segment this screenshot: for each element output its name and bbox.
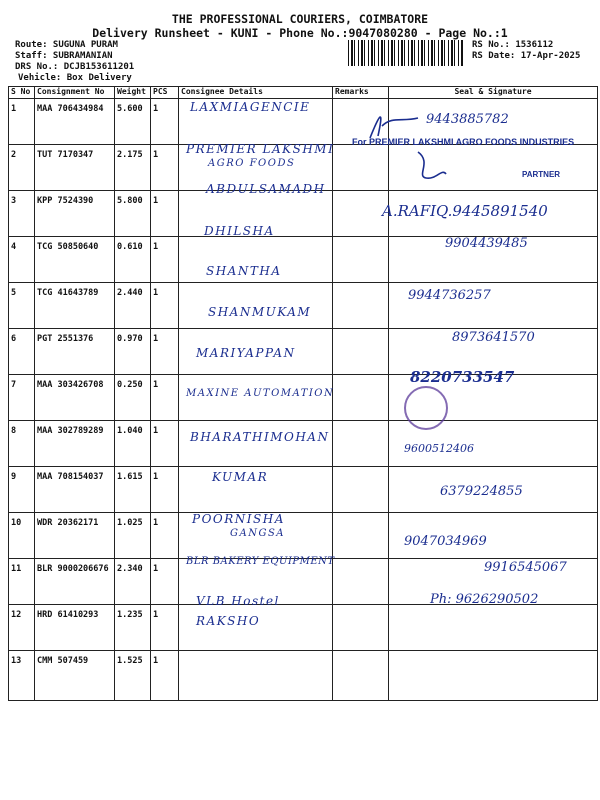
rs-no-label: RS No.: 1536112 [472, 40, 554, 50]
signature-phone: 9047034969 [404, 534, 487, 549]
consignee-handwriting: ABDULSAMADH [206, 182, 326, 196]
cell-consignment: TCG 41643789 [35, 283, 115, 329]
signature-phone: 9916545067 [484, 560, 567, 575]
signature-phone: 9600512406 [404, 442, 474, 455]
cell-pcs: 1 [151, 421, 179, 467]
cell-weight: 2.175 [115, 145, 151, 191]
document-title: THE PROFESSIONAL COURIERS, COIMBATORE [171, 12, 429, 26]
cell-remarks [333, 559, 389, 605]
cell-consignment: MAA 302789289 [35, 421, 115, 467]
cell-pcs: 1 [151, 559, 179, 605]
cell-remarks [333, 651, 389, 701]
cell-pcs: 1 [151, 329, 179, 375]
cell-consignment: TCG 50850640 [35, 237, 115, 283]
cell-weight: 0.610 [115, 237, 151, 283]
cell-consignment: MAA 303426708 [35, 375, 115, 421]
staff-label: Staff: SUBRAMANIAN [15, 51, 113, 61]
consignee-handwriting: MAXINE AUTOMATION [186, 388, 335, 399]
consignee-handwriting: PREMIER LAKSHMI [186, 142, 335, 156]
cell-pcs: 1 [151, 237, 179, 283]
cell-sno: 10 [9, 513, 35, 559]
consignee-handwriting: VLB Hostel [196, 594, 280, 608]
cell-remarks [333, 191, 389, 237]
col-pcs: PCS [151, 87, 179, 99]
cell-sno: 12 [9, 605, 35, 651]
cell-remarks [333, 421, 389, 467]
cell-pcs: 1 [151, 605, 179, 651]
cell-sno: 2 [9, 145, 35, 191]
cell-remarks [333, 237, 389, 283]
cell-weight: 0.250 [115, 375, 151, 421]
cell-sno: 4 [9, 237, 35, 283]
cell-pcs: 1 [151, 375, 179, 421]
signature-phone: 8973641570 [452, 330, 535, 345]
cell-sno: 5 [9, 283, 35, 329]
consignee-handwriting: LAXMIAGENCIE [190, 100, 311, 114]
cell-consignment: BLR 9000206676 [35, 559, 115, 605]
cell-consignee [179, 651, 333, 701]
cell-sno: 9 [9, 467, 35, 513]
cell-pcs: 1 [151, 99, 179, 145]
cell-signature [389, 651, 598, 701]
cell-pcs: 1 [151, 283, 179, 329]
cell-pcs: 1 [151, 145, 179, 191]
cell-pcs: 1 [151, 651, 179, 701]
partner-stamp: PARTNER [522, 170, 561, 179]
cell-remarks [333, 283, 389, 329]
cell-weight: 2.340 [115, 559, 151, 605]
cell-weight: 1.525 [115, 651, 151, 701]
cell-weight: 2.440 [115, 283, 151, 329]
consignee-handwriting: KUMAR [212, 470, 269, 484]
cell-weight: 0.970 [115, 329, 151, 375]
route-label: Route: SUGUNA PURAM [15, 40, 118, 50]
cell-weight: 1.025 [115, 513, 151, 559]
cell-pcs: 1 [151, 513, 179, 559]
signature-phone: 8220733547 [410, 368, 515, 386]
cell-weight: 1.235 [115, 605, 151, 651]
cell-remarks [333, 145, 389, 191]
vehicle-label: Vehicle: Box Delivery [18, 73, 132, 83]
cell-pcs: 1 [151, 467, 179, 513]
cell-consignment: WDR 20362171 [35, 513, 115, 559]
col-remarks: Remarks [333, 87, 389, 99]
col-signature: Seal & Signature [389, 87, 598, 99]
drs-label: DRS No.: DCJB153611201 [15, 62, 135, 72]
table-header-row [9, 87, 598, 99]
col-sno: S No [9, 87, 35, 99]
company-stamp: For PREMIER LAKSHMI AGRO FOODS INDUSTRIES [352, 137, 575, 147]
cell-sno: 3 [9, 191, 35, 237]
cell-consignment: MAA 708154037 [35, 467, 115, 513]
consignee-handwriting: MARIYAPPAN [196, 346, 296, 360]
barcode [348, 40, 464, 66]
consignee-handwriting: RAKSHO [196, 614, 261, 628]
cell-consignment: MAA 706434984 [35, 99, 115, 145]
consignee-handwriting: GANGSA [230, 528, 286, 539]
cell-consignment: KPP 7524390 [35, 191, 115, 237]
cell-consignment: HRD 61410293 [35, 605, 115, 651]
cell-pcs: 1 [151, 191, 179, 237]
consignee-handwriting: AGRO FOODS [208, 158, 296, 169]
signature-phone: 6379224855 [440, 484, 523, 499]
cell-consignment: CMM 507459 [35, 651, 115, 701]
cell-sno: 13 [9, 651, 35, 701]
cell-weight: 5.600 [115, 99, 151, 145]
document-subtitle: Delivery Runsheet - KUNI - Phone No.:9047080280 - Page No.:1 [92, 26, 508, 40]
cell-remarks [333, 329, 389, 375]
cell-weight: 1.615 [115, 467, 151, 513]
consignee-handwriting: BHARATHIMOHAN [190, 430, 330, 444]
table-row [9, 513, 598, 559]
signature-phone: A.RAFIQ.9445891540 [382, 202, 548, 220]
cell-sno: 7 [9, 375, 35, 421]
consignee-handwriting: BLR BAKERY EQUIPMENT [186, 556, 335, 567]
seal-stamp [404, 386, 448, 430]
consignee-handwriting: POORNISHA [192, 512, 285, 526]
signature-phone: 9443885782 [426, 112, 509, 127]
col-weight: Weight [115, 87, 151, 99]
cell-sno: 1 [9, 99, 35, 145]
col-consignee: Consignee Details [179, 87, 333, 99]
cell-weight: 1.040 [115, 421, 151, 467]
cell-sno: 6 [9, 329, 35, 375]
consignee-handwriting: DHILSHA [204, 224, 275, 238]
cell-consignment: PGT 2551376 [35, 329, 115, 375]
cell-remarks [333, 467, 389, 513]
cell-sno: 8 [9, 421, 35, 467]
col-consignment: Consignment No [35, 87, 115, 99]
cell-remarks [333, 605, 389, 651]
cell-remarks [333, 375, 389, 421]
table-row [9, 651, 598, 701]
signature-phone: Ph: 9626290502 [430, 592, 539, 607]
signature-phone: 9904439485 [445, 236, 528, 251]
cell-remarks [333, 513, 389, 559]
consignee-handwriting: SHANTHA [206, 264, 282, 278]
consignee-handwriting: SHANMUKAM [208, 305, 312, 319]
cell-consignment: TUT 7170347 [35, 145, 115, 191]
cell-signature [389, 605, 598, 651]
cell-weight: 5.800 [115, 191, 151, 237]
cell-sno: 11 [9, 559, 35, 605]
signature-phone: 9944736257 [408, 288, 491, 303]
table-row [9, 605, 598, 651]
rs-date-label: RS Date: 17-Apr-2025 [472, 51, 581, 61]
signature-scribble [412, 148, 448, 182]
